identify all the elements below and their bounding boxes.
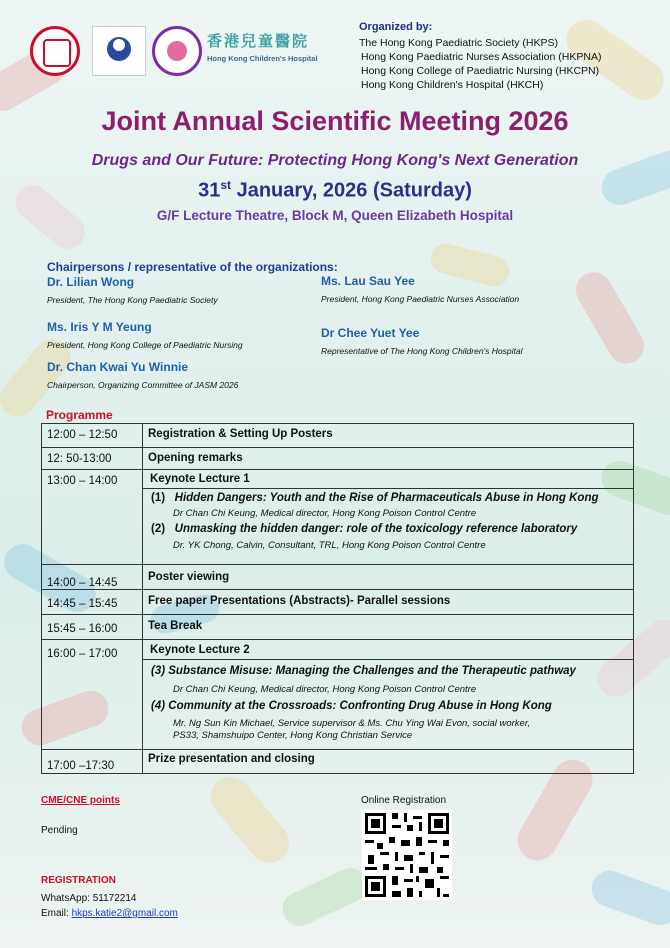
email-link[interactable]: hkps.katie2@gmail.com xyxy=(71,908,178,919)
registration-label: REGISTRATION xyxy=(41,875,116,886)
organizer-hkps: The Hong Kong Paediatric Society (HKPS) xyxy=(359,37,559,49)
table-row xyxy=(42,565,634,590)
row-event: Poster viewing xyxy=(143,565,634,590)
talk-speaker: Dr Chan Chi Keung, Medical director, Hong Kong Poison Control Centre xyxy=(173,684,477,695)
table-row xyxy=(42,615,634,640)
chairperson-name: Dr. Chan Kwai Yu Winnie xyxy=(47,360,189,374)
organizer-hkch: Hong Kong Children's Hospital (HKCH) xyxy=(361,79,544,91)
row-time: 12:00 – 12:50 xyxy=(42,424,143,448)
chairperson-role: Representative of The Hong Kong Children's Hospital xyxy=(321,346,523,356)
hkps-logo-icon xyxy=(30,26,80,76)
table-row xyxy=(42,470,634,565)
keynote-1-cell xyxy=(143,470,634,565)
row-time: 12: 50-13:00 xyxy=(42,448,143,470)
cme-label: CME/CNE points xyxy=(41,795,120,806)
event-subtitle: Drugs and Our Future: Protecting Hong Kong's Next Generation xyxy=(91,152,579,169)
table-row xyxy=(42,424,634,448)
row-event: Prize presentation and closing xyxy=(143,750,634,774)
chairperson-role: President, The Hong Kong Paediatric Society xyxy=(47,295,218,305)
chairperson-5 xyxy=(47,360,238,390)
event-date: 31st January, 2026 (Saturday) xyxy=(198,178,472,202)
row-event: Registration & Setting Up Posters xyxy=(143,424,634,448)
email-contact: Email: hkps.katie2@gmail.com xyxy=(41,908,178,919)
row-event: Keynote Lecture 2 xyxy=(143,640,633,660)
online-registration-label: Online Registration xyxy=(361,795,447,806)
hkch-logo-english: Hong Kong Children's Hospital xyxy=(207,54,318,63)
chairperson-role: President, Hong Kong Paediatric Nurses Association xyxy=(321,294,520,304)
row-time: 16:00 – 17:00 xyxy=(42,640,143,750)
chairperson-name: Dr Chee Yuet Yee xyxy=(321,326,420,340)
chairperson-role: President, Hong Kong College of Paediatric Nursing xyxy=(47,340,243,350)
row-event: Opening remarks xyxy=(143,448,634,470)
hkch-logo xyxy=(207,30,327,63)
organizer-hkcpn: Hong Kong College of Paediatric Nursing (HKCPN) xyxy=(361,65,600,77)
programme-label: Programme xyxy=(46,408,113,422)
talk-speaker: Mr. Ng Sun Kin Michael, Service supervisor & Ms. Chu Ying Wai Evon, social worker, PS33, Shamshuipo Center, Hong Kong Christian Service xyxy=(173,718,531,741)
hkch-logo-chinese: 香港兒童醫院 xyxy=(207,33,310,50)
talk-2: (2) Unmasking the hidden danger: role of the toxicology reference laboratory xyxy=(151,523,578,535)
chairpersons-heading: Chairpersons / representative of the organizations: xyxy=(47,260,338,274)
chairperson-1 xyxy=(47,275,218,305)
chairperson-name: Ms. Iris Y M Yeung xyxy=(47,320,152,334)
event-title: Joint Annual Scientific Meeting 2026 xyxy=(101,106,569,136)
organized-by-label: Organized by: xyxy=(359,21,433,33)
row-time: 14:45 – 15:45 xyxy=(42,590,143,615)
talk-3: (3) Substance Misuse: Managing the Challenges and the Therapeutic pathway xyxy=(151,665,576,677)
chairperson-3 xyxy=(47,320,243,350)
table-row xyxy=(42,590,634,615)
row-time: 14:00 – 14:45 xyxy=(42,565,143,590)
row-time: 17:00 –17:30 xyxy=(42,750,143,774)
row-event: Keynote Lecture 1 xyxy=(143,470,633,489)
qr-code-icon[interactable] xyxy=(362,810,452,900)
row-event: Tea Break xyxy=(143,615,634,640)
keynote-2-cell xyxy=(143,640,634,750)
table-row xyxy=(42,750,634,774)
cme-value: Pending xyxy=(41,825,78,836)
event-venue: G/F Lecture Theatre, Block M, Queen Elizabeth Hospital xyxy=(156,208,514,223)
chairperson-2 xyxy=(321,274,519,304)
programme-table xyxy=(41,423,634,774)
keynote-1-talks xyxy=(143,489,633,551)
table-row xyxy=(42,448,634,470)
talk-4: (4) Community at the Crossroads: Confronting Drug Abuse in Hong Kong xyxy=(151,700,552,712)
row-time: 13:00 – 14:00 xyxy=(42,470,143,565)
row-event: Free paper Presentations (Abstracts)- Parallel sessions xyxy=(143,590,634,615)
chairperson-role: Chairperson, Organizing Committee of JASM 2026 xyxy=(47,380,239,390)
hkcpn-logo-icon xyxy=(152,26,202,76)
whatsapp-contact: WhatsApp: 51172214 xyxy=(41,893,137,904)
talk-1: (1) Hidden Dangers: Youth and the Rise of Pharmaceuticals Abuse in Hong Kong xyxy=(151,492,599,504)
row-time: 15:45 – 16:00 xyxy=(42,615,143,640)
talk-speaker: Dr Chan Chi Keung, Medical director, Hong Kong Poison Control Centre xyxy=(173,508,477,519)
organizer-hkpna: Hong Kong Paediatric Nurses Association (HKPNA) xyxy=(361,51,602,63)
hkpna-logo-icon xyxy=(92,26,146,76)
table-row xyxy=(42,640,634,750)
chairperson-4 xyxy=(321,326,523,356)
keynote-2-talks xyxy=(143,660,633,742)
chairperson-name: Ms. Lau Sau Yee xyxy=(321,274,415,288)
chairperson-name: Dr. Lilian Wong xyxy=(47,275,135,289)
talk-speaker: Dr. YK Chong, Calvin, Consultant, TRL, Hong Kong Poison Control Centre xyxy=(173,540,486,551)
